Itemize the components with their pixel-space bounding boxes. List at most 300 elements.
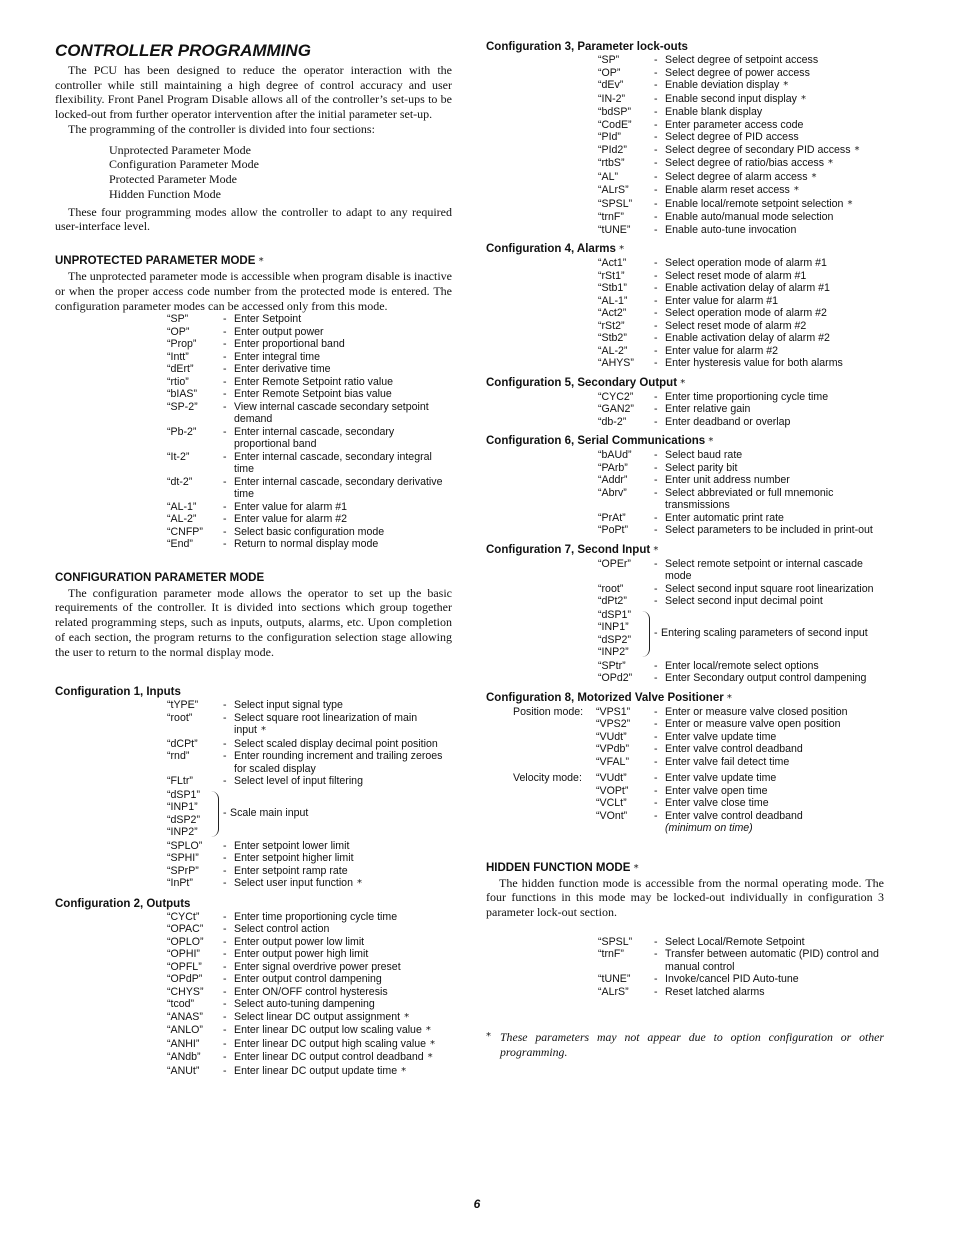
parameter-description bbox=[234, 326, 452, 339]
mode-label bbox=[486, 810, 596, 823]
bracket-codes bbox=[55, 789, 223, 839]
description-text: View internal cascade secondary setpoint demand bbox=[234, 400, 429, 426]
list-item bbox=[55, 526, 452, 539]
parameter-description bbox=[234, 1024, 452, 1038]
parameter-code-text: “VUdt” bbox=[596, 730, 627, 743]
list-item bbox=[486, 224, 884, 237]
parameter-description bbox=[665, 391, 884, 404]
conf6-list bbox=[486, 449, 884, 537]
parameter-code: “OP” bbox=[167, 325, 190, 338]
parameter-description bbox=[665, 403, 884, 416]
intro-paragraph-2: The programming of the controller is divided into four sections: bbox=[68, 121, 375, 136]
conf1-list-a bbox=[55, 699, 452, 788]
conf4-heading: Configuration 4, Alarms * bbox=[486, 243, 625, 255]
list-item bbox=[55, 1038, 452, 1052]
description-text: Select square root linearization of main input bbox=[234, 711, 418, 737]
conf2-heading: Configuration 2, Outputs bbox=[55, 897, 191, 910]
parameter-code: “CYCt” bbox=[167, 910, 200, 923]
separator-dash: - bbox=[223, 998, 227, 1011]
parameter-code: “Addr” bbox=[598, 474, 628, 486]
list-item bbox=[55, 1051, 452, 1065]
parameter-code: “PId” bbox=[598, 131, 621, 143]
separator-dash: - bbox=[654, 461, 658, 474]
description-text: Select reset mode of alarm #2 bbox=[665, 319, 807, 332]
option-star-icon: * bbox=[783, 80, 789, 91]
option-star-icon: * bbox=[401, 1065, 407, 1077]
unprotected-list bbox=[55, 313, 452, 551]
description-text: Select linear DC output assignment bbox=[234, 1010, 401, 1023]
list-item bbox=[486, 973, 884, 986]
parameter-code: “ALrS” bbox=[598, 985, 629, 998]
parameter-code: “dPt2” bbox=[598, 595, 627, 607]
parameter-code bbox=[486, 772, 654, 785]
list-item bbox=[55, 1011, 452, 1025]
mode-label bbox=[486, 756, 596, 769]
parameter-code-text: “VUdt” bbox=[596, 772, 627, 784]
separator-dash: - bbox=[223, 923, 227, 936]
parameter-code: “AL-1” bbox=[598, 294, 628, 307]
right-column bbox=[486, 40, 884, 1059]
parameter-description bbox=[234, 476, 452, 501]
list-item bbox=[486, 416, 884, 429]
separator-dash: - bbox=[654, 809, 658, 822]
list-item bbox=[486, 558, 884, 583]
description-text: Enter linear DC output high scaling value bbox=[234, 1037, 426, 1050]
list-item bbox=[55, 750, 452, 775]
parameter-code: “IN-2” bbox=[598, 92, 626, 105]
list-item bbox=[486, 171, 884, 185]
list-item bbox=[486, 403, 884, 416]
description-text: Enter ON/OFF control hysteresis bbox=[234, 985, 388, 998]
description-text: Enter linear DC output update time bbox=[234, 1064, 398, 1077]
conf4-list bbox=[486, 257, 884, 370]
list-item bbox=[55, 388, 452, 401]
description-text: Select control action bbox=[234, 923, 330, 936]
parameter-description bbox=[234, 451, 452, 476]
parameter-code: “ANAS” bbox=[167, 1010, 203, 1023]
parameter-code: “INP1” bbox=[598, 621, 629, 633]
parameter-code bbox=[486, 718, 654, 731]
list-item bbox=[486, 756, 884, 769]
separator-dash: - bbox=[223, 737, 227, 750]
description-text: Enter Remote Setpoint ratio value bbox=[234, 375, 393, 388]
list-item bbox=[55, 961, 452, 974]
option-star-icon: * bbox=[427, 1052, 433, 1064]
separator-dash: - bbox=[654, 332, 658, 344]
parameter-code: “Pb-2” bbox=[167, 425, 197, 438]
mode-item: Unprotected Parameter Mode bbox=[109, 142, 251, 157]
parameter-code bbox=[486, 756, 654, 769]
parameter-code: “CodE” bbox=[598, 118, 632, 131]
parameter-code-text: “VPS1” bbox=[596, 705, 631, 718]
parameter-description bbox=[665, 948, 884, 973]
parameter-description bbox=[665, 672, 884, 685]
list-item bbox=[486, 257, 884, 270]
conf3-heading: Configuration 3, Parameter lock-outs bbox=[486, 41, 688, 53]
parameter-description bbox=[665, 487, 884, 512]
parameter-code: “OPHI” bbox=[167, 948, 200, 961]
brace-icon bbox=[209, 791, 219, 837]
list-item bbox=[55, 775, 452, 788]
parameter-code: “dSP1” bbox=[598, 608, 631, 621]
description-text: Enter unit address number bbox=[665, 474, 790, 486]
parameter-description bbox=[665, 660, 884, 673]
list-item bbox=[55, 948, 452, 961]
list-item bbox=[55, 426, 452, 451]
parameter-description bbox=[665, 986, 884, 999]
parameter-description bbox=[665, 810, 884, 823]
parameter-description bbox=[234, 1038, 452, 1052]
parameter-description bbox=[234, 376, 452, 389]
parameter-description bbox=[665, 357, 884, 370]
description-text: Select Local/Remote Setpoint bbox=[665, 935, 805, 948]
description-text: Select degree of PID access bbox=[665, 131, 799, 143]
description-text: Enter integral time bbox=[234, 350, 320, 363]
description-text: Enter output power bbox=[234, 325, 324, 338]
parameter-code: “Stb1” bbox=[598, 282, 627, 294]
parameter-code: “CHYS” bbox=[167, 985, 204, 998]
parameter-code: “root” bbox=[167, 711, 193, 724]
parameter-description bbox=[665, 595, 884, 608]
mode-label bbox=[486, 718, 596, 731]
separator-dash: - bbox=[654, 659, 658, 672]
list-item bbox=[55, 699, 452, 712]
parameter-code: “ANdb” bbox=[167, 1051, 201, 1064]
parameter-description bbox=[665, 756, 884, 769]
parameter-description bbox=[665, 93, 884, 107]
description-text: Enter parameter access code bbox=[665, 118, 804, 131]
description-text: Select baud rate bbox=[665, 449, 743, 461]
list-item bbox=[55, 877, 452, 891]
description-text: Enable auto-tune invocation bbox=[665, 223, 797, 236]
parameter-code: “Stb2” bbox=[598, 332, 627, 344]
parameter-code bbox=[486, 797, 654, 810]
footnote-mark: * bbox=[486, 1031, 491, 1043]
footnote-text: These parameters may not appear due to option configuration or other programming. bbox=[500, 1030, 884, 1059]
separator-dash: - bbox=[223, 538, 227, 551]
option-star-icon: * bbox=[260, 725, 266, 737]
separator-dash: - bbox=[654, 705, 658, 718]
separator-dash: - bbox=[654, 66, 658, 79]
separator-dash: - bbox=[223, 1064, 227, 1077]
parameter-code: “INP1” bbox=[167, 801, 198, 814]
separator-dash: - bbox=[654, 390, 658, 403]
parameter-code: “rSt2” bbox=[598, 319, 625, 332]
list-item bbox=[55, 501, 452, 514]
parameter-code: “root” bbox=[598, 582, 624, 595]
parameter-code: “InPt” bbox=[167, 877, 193, 890]
parameter-description bbox=[234, 513, 452, 526]
separator-dash: - bbox=[223, 513, 227, 526]
parameter-code: “trnF” bbox=[598, 948, 624, 961]
description-text: Select degree of alarm access bbox=[665, 170, 808, 183]
list-item bbox=[486, 810, 884, 823]
option-star-icon: * bbox=[800, 93, 806, 105]
description-text: Select parameters to be included in print-out bbox=[665, 524, 873, 536]
description-text: Enter output control dampening bbox=[234, 973, 382, 986]
separator-dash: - bbox=[654, 415, 658, 428]
bracket-description: - Scale main input bbox=[223, 807, 309, 820]
list-item bbox=[55, 538, 452, 551]
parameter-code: “dSP2” bbox=[598, 633, 631, 646]
mode-label bbox=[486, 797, 596, 810]
parameter-description bbox=[665, 936, 884, 949]
parameter-code: “rtbS” bbox=[598, 157, 625, 169]
separator-dash: - bbox=[223, 985, 227, 998]
parameter-description bbox=[234, 936, 452, 949]
parameter-description bbox=[234, 526, 452, 539]
description-text: Select scaled display decimal point position bbox=[234, 737, 438, 750]
parameter-code: “CYC2” bbox=[598, 390, 634, 403]
parameter-description bbox=[665, 184, 884, 198]
separator-dash: - bbox=[223, 500, 227, 513]
separator-dash: - bbox=[223, 775, 227, 788]
parameter-description bbox=[665, 198, 884, 212]
parameter-code: “OPFL” bbox=[167, 960, 202, 973]
parameter-code: “OPd2” bbox=[598, 672, 633, 684]
description-text: Enter automatic print rate bbox=[665, 511, 784, 524]
parameter-code: “End” bbox=[167, 538, 193, 551]
list-item bbox=[486, 462, 884, 475]
separator-dash: - bbox=[223, 1051, 227, 1064]
separator-dash: - bbox=[654, 211, 658, 223]
parameter-code: “Intt” bbox=[167, 350, 189, 363]
parameter-description bbox=[665, 558, 884, 583]
description-text: Enter linear DC output control deadband bbox=[234, 1051, 424, 1064]
parameter-code: “AL-2” bbox=[167, 513, 197, 526]
conf8-velocity-note-row bbox=[486, 822, 884, 835]
mode-label bbox=[486, 731, 596, 744]
list-item bbox=[486, 936, 884, 949]
parameter-code: “dSP1” bbox=[167, 788, 200, 801]
description-text: Enter internal cascade, secondary proportional band bbox=[234, 425, 395, 451]
separator-dash: - bbox=[654, 106, 658, 118]
list-item bbox=[486, 157, 884, 171]
list-item bbox=[486, 144, 884, 158]
parameter-code bbox=[486, 810, 654, 823]
description-text: Enter valve open time bbox=[665, 784, 768, 797]
conf6-heading: Configuration 6, Serial Communications * bbox=[486, 435, 714, 447]
parameter-code: “OPAC” bbox=[167, 923, 204, 936]
description-text: Transfer between automatic (PID) control and manual control bbox=[665, 948, 879, 973]
list-item bbox=[55, 376, 452, 389]
parameter-description bbox=[665, 106, 884, 119]
parameter-code: “AL-1” bbox=[167, 500, 197, 513]
list-item bbox=[486, 785, 884, 798]
parameter-code: “OP” bbox=[598, 66, 621, 79]
parameter-description bbox=[234, 865, 452, 878]
separator-dash: - bbox=[223, 388, 227, 401]
separator-dash: - bbox=[223, 960, 227, 973]
parameter-code: “tUNE” bbox=[598, 973, 631, 986]
mode-list bbox=[55, 143, 452, 202]
conf1-bracket-group bbox=[55, 789, 452, 839]
separator-dash: - bbox=[223, 839, 227, 852]
parameter-description bbox=[665, 524, 884, 537]
description-text: Enable alarm reset access bbox=[665, 184, 790, 196]
separator-dash: - bbox=[654, 948, 658, 961]
parameter-code: “CNFP” bbox=[167, 525, 203, 538]
conf7-list-a bbox=[486, 558, 884, 608]
description-text: Return to normal display mode bbox=[234, 538, 379, 551]
parameter-description bbox=[665, 54, 884, 67]
description-text: Enter valve update time bbox=[665, 772, 777, 784]
parameter-code: “PoPt” bbox=[598, 524, 629, 536]
description-text: Enter local/remote select options bbox=[665, 659, 819, 672]
parameter-description bbox=[234, 738, 452, 751]
description-text: Select reset mode of alarm #1 bbox=[665, 269, 807, 282]
list-item bbox=[55, 1024, 452, 1038]
mode-label: Position mode: bbox=[513, 705, 584, 718]
description-text: Enter valve update time bbox=[665, 730, 777, 743]
description-text: Enter output power high limit bbox=[234, 948, 369, 961]
list-item bbox=[486, 332, 884, 345]
parameter-description bbox=[234, 699, 452, 712]
list-item bbox=[486, 487, 884, 512]
list-item bbox=[55, 351, 452, 364]
parameter-description bbox=[234, 501, 452, 514]
conf8-heading: Configuration 8, Motorized Valve Positioner * bbox=[486, 691, 732, 704]
parameter-description bbox=[665, 67, 884, 80]
description-text: Enter Remote Setpoint bias value bbox=[234, 388, 392, 401]
description-text: Enter Secondary output control dampening bbox=[665, 672, 867, 684]
list-item bbox=[486, 119, 884, 132]
bracket-description: - Entering scaling parameters of second input bbox=[654, 627, 868, 640]
separator-dash: - bbox=[654, 282, 658, 294]
list-item bbox=[486, 718, 884, 731]
separator-dash: - bbox=[654, 784, 658, 797]
description-text: Select second input square root linearization bbox=[665, 582, 874, 595]
parameter-code: “AHYS” bbox=[598, 357, 634, 369]
parameter-description bbox=[234, 388, 452, 401]
description-text: Enter value for alarm #1 bbox=[234, 500, 348, 513]
parameter-code: “PId2” bbox=[598, 143, 627, 156]
description-text: Select second input decimal point bbox=[665, 595, 823, 607]
list-item bbox=[55, 865, 452, 878]
list-item bbox=[55, 712, 452, 738]
description-text: Select degree of power access bbox=[665, 66, 810, 79]
separator-dash: - bbox=[654, 357, 658, 369]
parameter-code: “GAN2” bbox=[598, 403, 634, 415]
list-item bbox=[486, 320, 884, 333]
description-text: Enable auto/manual mode selection bbox=[665, 211, 834, 223]
separator-dash: - bbox=[654, 511, 658, 524]
separator-dash: - bbox=[223, 948, 227, 961]
separator-dash: - bbox=[223, 711, 227, 724]
list-item bbox=[486, 948, 884, 973]
parameter-code: “SPtr” bbox=[598, 659, 626, 672]
description-text: Enable blank display bbox=[665, 106, 763, 118]
list-item bbox=[486, 743, 884, 756]
separator-dash: - bbox=[654, 79, 658, 91]
parameter-code: “PArb” bbox=[598, 461, 628, 474]
configuration-paragraph: The configuration parameter mode allows the operator to set up the basic requirements of the controller. It is divided into sections which group together related programming steps, such as inputs, outputs, alarms, etc. Upon completion of each section, the program returns to the configuration selection stage allowing the user to return to the normal display mode. bbox=[55, 585, 452, 659]
description-text: Reset latched alarms bbox=[665, 985, 765, 998]
parameter-code: “OPEr” bbox=[598, 557, 631, 570]
parameter-code: “SPSL” bbox=[598, 935, 633, 948]
list-item bbox=[486, 772, 884, 785]
parameter-code-text: “VCLt” bbox=[596, 797, 627, 809]
page-number: 6 bbox=[473, 1197, 481, 1211]
parameter-code: “AL-2” bbox=[598, 344, 628, 357]
parameter-description bbox=[234, 313, 452, 326]
option-star-icon: * bbox=[847, 198, 853, 210]
list-item bbox=[55, 513, 452, 526]
list-item bbox=[486, 660, 884, 673]
parameter-code: “Act1” bbox=[598, 257, 627, 269]
list-item bbox=[486, 106, 884, 119]
parameter-code: “AL” bbox=[598, 170, 619, 183]
parameter-code bbox=[486, 785, 654, 798]
list-item bbox=[486, 512, 884, 525]
list-item bbox=[55, 738, 452, 751]
parameter-code: “rSt1” bbox=[598, 269, 625, 282]
unprotected-paragraph: The unprotected parameter mode is accessible when program disable is inactive or when the proper access code number from the protected mode is entered. The configuration parameter modes can be accessed only from this mode. bbox=[55, 269, 452, 313]
description-text: Enable deviation display bbox=[665, 79, 780, 91]
separator-dash: - bbox=[654, 118, 658, 131]
list-item bbox=[55, 923, 452, 936]
description-text: Enter value for alarm #2 bbox=[234, 513, 348, 526]
list-item bbox=[55, 936, 452, 949]
list-item bbox=[55, 313, 452, 326]
velocity-note: (minimum on time) bbox=[665, 822, 753, 834]
list-item bbox=[486, 706, 884, 719]
parameter-description bbox=[665, 474, 884, 487]
option-star-icon: * bbox=[811, 171, 817, 183]
separator-dash: - bbox=[654, 92, 658, 105]
parameter-code: “Abrv” bbox=[598, 486, 627, 499]
parameter-description bbox=[665, 79, 884, 93]
parameter-code: “dEv” bbox=[598, 79, 624, 91]
parameter-code: “Act2” bbox=[598, 307, 627, 319]
list-item bbox=[486, 211, 884, 224]
parameter-description bbox=[234, 538, 452, 551]
parameter-description bbox=[234, 840, 452, 853]
parameter-code: “rtio” bbox=[167, 375, 189, 388]
parameter-description bbox=[234, 363, 452, 376]
description-text: Enter signal overdrive power preset bbox=[234, 960, 401, 973]
parameter-code bbox=[486, 743, 654, 756]
separator-dash: - bbox=[223, 400, 227, 413]
parameter-description bbox=[665, 224, 884, 237]
description-text: Enter linear DC output low scaling value bbox=[234, 1024, 422, 1037]
list-item bbox=[55, 476, 452, 501]
separator-dash: - bbox=[654, 269, 658, 282]
list-item bbox=[486, 54, 884, 67]
hidden-heading: HIDDEN FUNCTION MODE * bbox=[486, 861, 639, 874]
description-text: Enable activation delay of alarm #1 bbox=[665, 282, 830, 294]
list-item bbox=[55, 973, 452, 986]
parameter-code: “ANHI” bbox=[167, 1037, 200, 1050]
separator-dash: - bbox=[654, 718, 658, 730]
parameter-description bbox=[665, 211, 884, 224]
parameter-code: “db-2” bbox=[598, 415, 627, 428]
parameter-description bbox=[665, 512, 884, 525]
parameter-description bbox=[665, 416, 884, 429]
hidden-list bbox=[486, 936, 884, 999]
separator-dash: - bbox=[654, 403, 658, 415]
separator-dash: - bbox=[654, 184, 658, 196]
list-item bbox=[486, 198, 884, 212]
list-item bbox=[486, 79, 884, 93]
list-item bbox=[55, 338, 452, 351]
separator-dash: - bbox=[654, 973, 658, 986]
separator-dash: - bbox=[654, 524, 658, 536]
parameter-description bbox=[665, 345, 884, 358]
option-star-icon: * bbox=[356, 878, 362, 890]
parameter-description bbox=[665, 257, 884, 270]
parameter-description bbox=[665, 973, 884, 986]
